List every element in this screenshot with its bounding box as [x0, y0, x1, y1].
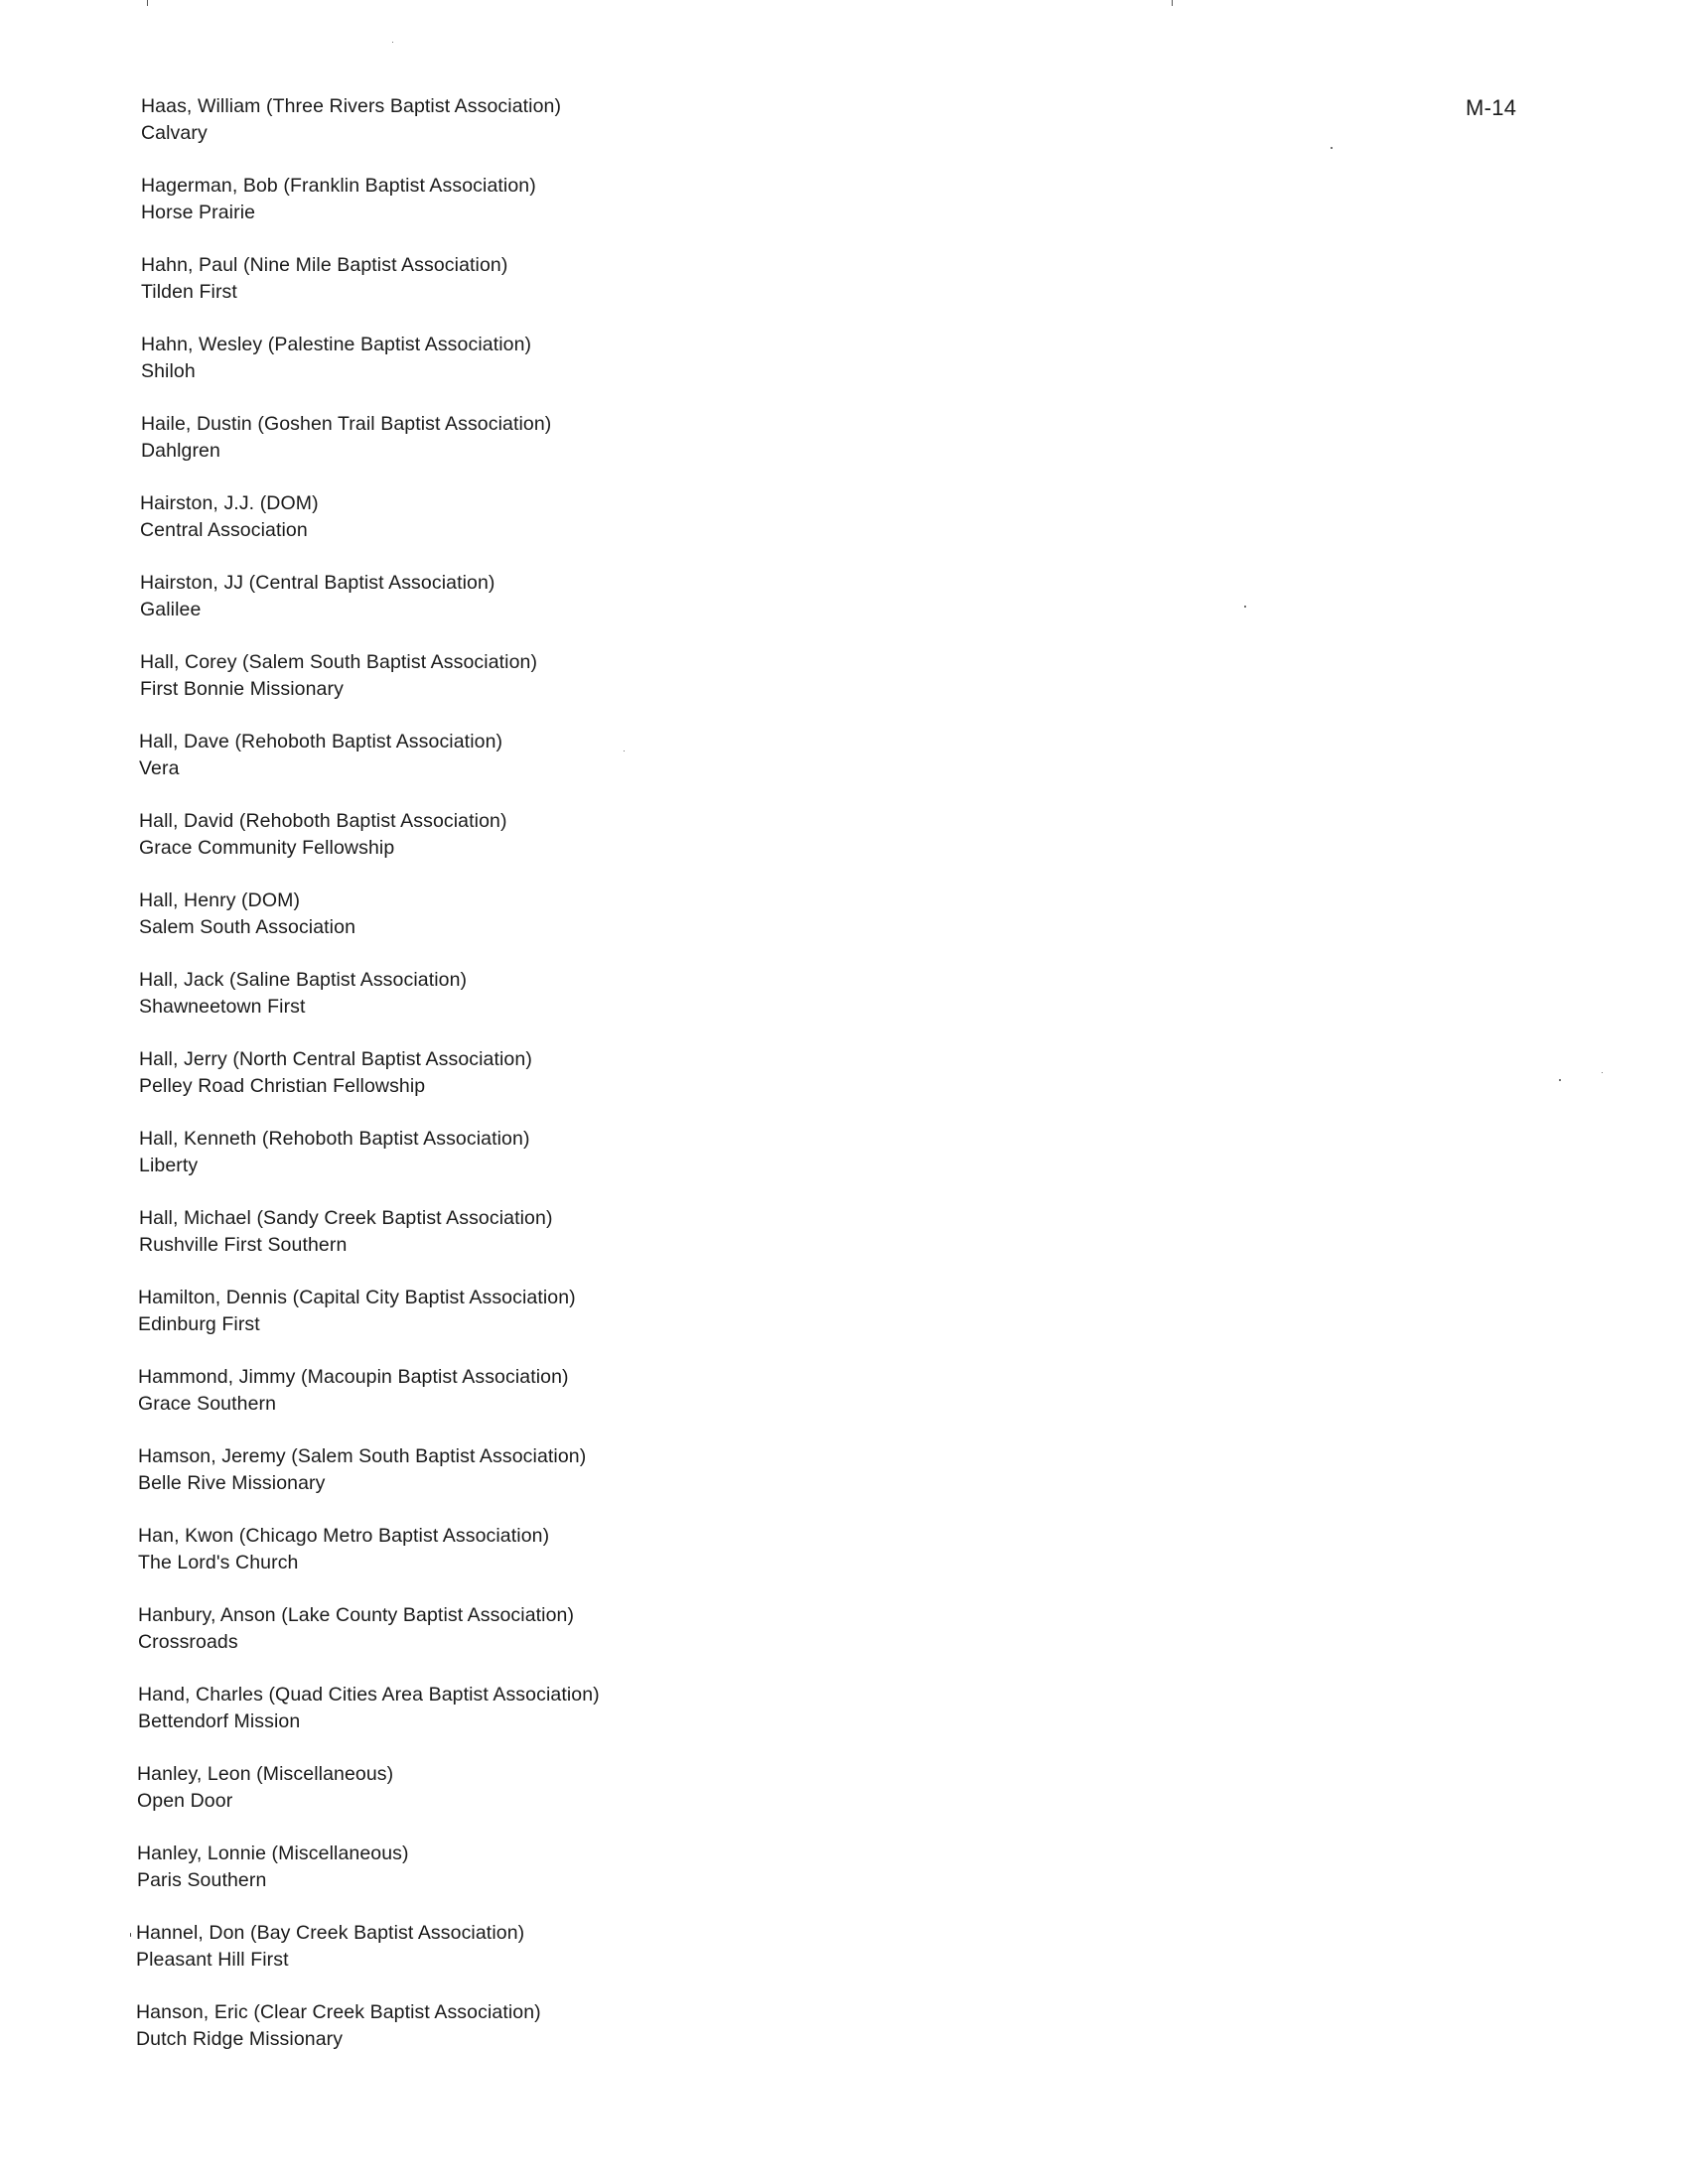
person-name: Hanley, Leon (Miscellaneous) — [137, 1763, 394, 1785]
list-item — [138, 1364, 836, 1443]
church-name: Grace Southern — [138, 1392, 277, 1415]
person-name: Hanbury, Anson (Lake County Baptist Association) — [138, 1604, 575, 1626]
list-item — [141, 411, 836, 490]
list-item — [137, 1841, 836, 1920]
list-item — [141, 252, 836, 332]
directory-list — [136, 93, 836, 2079]
church-name: Tilden First — [141, 280, 237, 303]
scan-speck — [392, 42, 393, 43]
person-name: Hamilton, Dennis (Capital City Baptist Association) — [138, 1287, 576, 1308]
list-item — [139, 1046, 836, 1126]
person-name: Haile, Dustin (Goshen Trail Baptist Association) — [141, 413, 552, 435]
church-name: Vera — [139, 756, 180, 779]
church-name: Crossroads — [138, 1630, 238, 1653]
church-name: Paris Southern — [137, 1868, 267, 1891]
person-name: Hahn, Paul (Nine Mile Baptist Association) — [141, 254, 508, 276]
person-name: Hall, Kenneth (Rehoboth Baptist Association) — [139, 1128, 530, 1150]
list-item — [140, 649, 836, 729]
list-item — [136, 1920, 836, 1999]
church-name: Dutch Ridge Missionary — [136, 2027, 344, 2050]
church-name: Belle Rive Missionary — [138, 1471, 326, 1494]
church-name: Rushville First Southern — [139, 1233, 348, 1256]
church-name: Galilee — [140, 598, 202, 620]
list-item — [139, 808, 836, 887]
church-name: Grace Community Fellowship — [139, 836, 395, 859]
list-item — [140, 570, 836, 649]
person-name: Hall, Dave (Rehoboth Baptist Association) — [139, 731, 503, 752]
person-name: Hammond, Jimmy (Macoupin Baptist Association) — [138, 1366, 569, 1388]
list-item — [138, 1443, 836, 1523]
list-item — [139, 1205, 836, 1285]
list-item — [139, 1126, 836, 1205]
church-name: Dahlgren — [141, 439, 220, 462]
church-name: Central Association — [140, 518, 308, 541]
church-name: Edinburg First — [138, 1312, 260, 1335]
list-item — [139, 887, 836, 967]
person-name: Hairston, J.J. (DOM) — [140, 492, 319, 514]
person-name: Hall, David (Rehoboth Baptist Association) — [139, 810, 507, 832]
person-name: Hall, Jack (Saline Baptist Association) — [139, 969, 468, 991]
person-name: Hall, Corey (Salem South Baptist Association) — [140, 651, 538, 673]
person-name: Hand, Charles (Quad Cities Area Baptist Association) — [138, 1684, 600, 1706]
church-name: Liberty — [139, 1154, 199, 1176]
church-name: Bettendorf Mission — [138, 1709, 301, 1732]
church-name: Pelley Road Christian Fellowship — [139, 1074, 426, 1097]
person-name: Hairston, JJ (Central Baptist Association) — [140, 572, 495, 594]
church-name: First Bonnie Missionary — [140, 677, 344, 700]
person-name: Han, Kwon (Chicago Metro Baptist Association) — [138, 1525, 550, 1547]
scan-speck — [1602, 1072, 1603, 1073]
list-item — [138, 1285, 836, 1364]
list-item — [138, 1682, 836, 1761]
list-item — [139, 729, 836, 808]
person-name: Hahn, Wesley (Palestine Baptist Association) — [141, 334, 532, 355]
list-item — [136, 1999, 836, 2079]
list-item — [137, 1761, 836, 1841]
list-item — [141, 173, 836, 252]
person-name: Hall, Michael (Sandy Creek Baptist Association) — [139, 1207, 553, 1229]
scan-artifact — [1172, 0, 1173, 6]
person-name: Hanley, Lonnie (Miscellaneous) — [137, 1843, 409, 1864]
person-name: Hannel, Don (Bay Creek Baptist Association) — [136, 1922, 525, 1944]
person-name: Hall, Henry (DOM) — [139, 889, 301, 911]
list-item — [141, 332, 836, 411]
person-name: Haas, William (Three Rivers Baptist Association) — [141, 95, 562, 117]
person-name: Hanson, Eric (Clear Creek Baptist Association) — [136, 2001, 541, 2023]
scan-speck — [1331, 147, 1333, 149]
list-item — [138, 1602, 836, 1682]
scan-speck — [1559, 1079, 1561, 1081]
church-name: Shiloh — [141, 359, 196, 382]
church-name: Horse Prairie — [141, 201, 256, 223]
page-number: M-14 — [1466, 95, 1517, 120]
list-item — [141, 93, 836, 173]
scan-speck — [1244, 606, 1246, 608]
scan-artifact — [147, 0, 148, 6]
person-name: Hamson, Jeremy (Salem South Baptist Association) — [138, 1445, 587, 1467]
person-name: Hagerman, Bob (Franklin Baptist Association) — [141, 175, 536, 197]
list-item — [140, 490, 836, 570]
church-name: Shawneetown First — [139, 995, 306, 1018]
person-name: Hall, Jerry (North Central Baptist Association) — [139, 1048, 532, 1070]
church-name: Pleasant Hill First — [136, 1948, 289, 1971]
scan-speck — [130, 1933, 131, 1937]
church-name: Calvary — [141, 121, 208, 144]
church-name: Open Door — [137, 1789, 233, 1812]
church-name: The Lord's Church — [138, 1551, 299, 1573]
list-item — [138, 1523, 836, 1602]
church-name: Salem South Association — [139, 915, 356, 938]
list-item — [139, 967, 836, 1046]
